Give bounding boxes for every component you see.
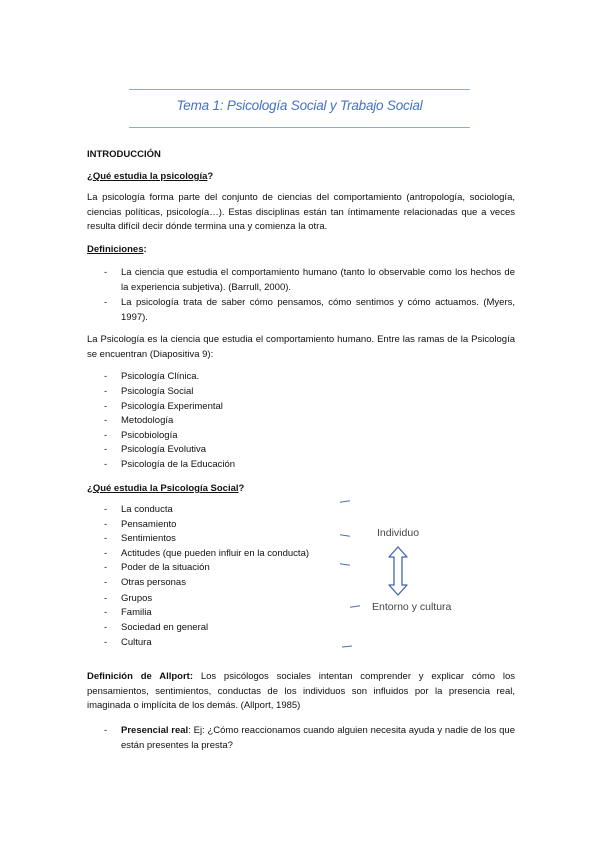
rama-item: Psicología de la Educación [121, 459, 236, 470]
allport-text: Los psicólogos sociales intentan comprender y explicar cómo los pensamientos, sentimientos, conductas de los individuos son influidos por la presencia real, imaginada o implícita de los demás. (Allport, 1985) [87, 671, 516, 711]
question-prefix: ¿ [87, 171, 93, 182]
diagram-label-entorno: Entorno y cultura [372, 601, 452, 613]
social-item: Grupos [121, 593, 153, 604]
diagram-tick-mark [342, 645, 352, 647]
rama-item: Psicología Clínica. [121, 371, 200, 382]
rama-item: Psicología Evolutiva [121, 444, 207, 455]
social-item: Cultura [121, 637, 152, 648]
list-dash: - [104, 415, 108, 426]
list-dash: - [104, 519, 108, 530]
presencia-label: Presencial real [121, 725, 189, 736]
definiciones-suffix: : [143, 244, 147, 255]
title-top-rule [129, 89, 470, 90]
social-item: Pensamiento [121, 519, 177, 530]
question-suffix: ? [238, 483, 245, 494]
list-dash: - [104, 297, 108, 308]
question-psicologia-social [87, 482, 244, 496]
list-dash: - [104, 622, 108, 633]
paragraph-allport [87, 670, 515, 714]
page-title: Tema 1: Psicología Social y Trabajo Social [176, 98, 423, 113]
social-item: Sentimientos [121, 533, 176, 544]
social-item: La conducta [121, 504, 173, 515]
list-dash: - [104, 386, 108, 397]
diagram-tick-mark [350, 605, 360, 607]
list-dash: - [104, 444, 108, 455]
social-item: Actitudes (que pueden influir en la conducta) [121, 548, 310, 559]
rama-item: Psicobiología [121, 430, 178, 441]
question-psicologia [87, 170, 213, 184]
diagram-tick-mark [340, 534, 350, 536]
allport-label: Definición de Allport: [87, 671, 194, 682]
list-dash: - [104, 504, 108, 515]
definition-item: La ciencia que estudia el comportamiento humano (tanto lo observable como los hechos de la experiencia subjetiva). (Barrull, 2000). [121, 267, 515, 293]
list-dash: - [104, 607, 108, 618]
rama-item: Psicología Social [121, 386, 194, 397]
social-item: Familia [121, 607, 152, 618]
list-dash: - [104, 562, 108, 573]
list-dash: - [104, 725, 108, 736]
diagram-tick-mark [340, 500, 350, 502]
list-dash: - [104, 371, 108, 382]
paragraph-intro: La psicología forma parte del conjunto de ciencias del comportamiento (antropología, sociología, ciencias políticas, psicología…). Estas disciplinas están tan íntimamente relacionadas que a veces resulta difícil decir dónde termina una y comienza la otra. [87, 192, 515, 232]
question-text: Qué estudia la Psicología Social [92, 483, 239, 494]
question-text: Qué estudia la psicología [92, 171, 208, 182]
presencia-item [121, 724, 515, 753]
list-dash: - [104, 267, 108, 278]
list-dash: - [104, 548, 108, 559]
list-dash: - [104, 533, 108, 544]
list-dash: - [104, 577, 108, 588]
intro-heading: INTRODUCCIÓN [87, 149, 161, 160]
diagram-label-individuo: Individuo [377, 527, 420, 539]
title-bottom-rule [129, 127, 470, 128]
question-suffix: ? [207, 171, 214, 182]
social-item: Poder de la situación [121, 562, 210, 573]
list-dash: - [104, 401, 108, 412]
definiciones-label: Definiciones [87, 244, 144, 255]
presencia-text: : Ej: ¿Cómo reaccionamos cuando alguien necesita ayuda y nadie de los que están presentes la presta? [121, 725, 515, 751]
diagram-tick-mark [340, 563, 350, 565]
social-item: Otras personas [121, 577, 186, 588]
list-dash: - [104, 459, 108, 470]
rama-item: Metodología [121, 415, 174, 426]
list-dash: - [104, 637, 108, 648]
definition-item: La psicología trata de saber cómo pensamos, cómo sentimos y cómo actuamos. (Myers, 1997). [121, 297, 515, 323]
paragraph-ramas: La Psicología es la ciencia que estudia el comportamiento humano. Entre las ramas de la Psicología se encuentran (Diapositiva 9): [87, 334, 515, 360]
social-item: Sociedad en general [121, 622, 209, 633]
double-arrow-icon [387, 546, 409, 596]
definiciones-heading [87, 243, 147, 257]
list-dash: - [104, 430, 108, 441]
list-dash: - [104, 593, 108, 604]
question-prefix: ¿ [87, 483, 93, 494]
rama-item: Psicología Experimental [121, 401, 223, 412]
